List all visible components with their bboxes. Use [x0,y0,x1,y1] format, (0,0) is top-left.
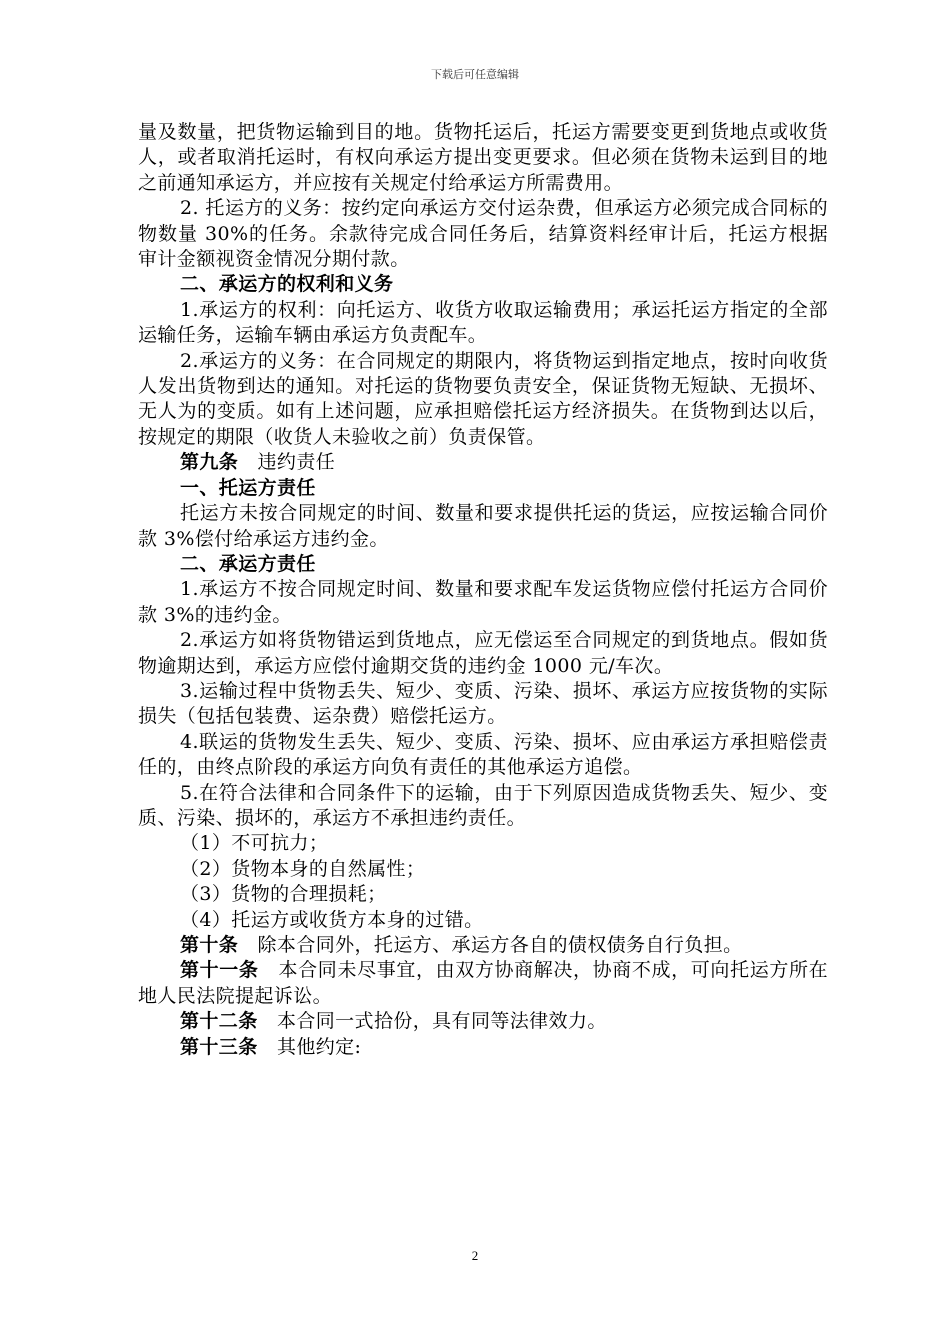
list-item: （2）货物本身的自然属性； [180,857,426,880]
article-label: 第九条 [180,451,239,474]
article-label: 第十一条 [180,959,259,982]
article-paragraph [138,1009,828,1034]
document-body [138,120,828,1060]
article-text: 违约责任 [257,451,336,474]
section-heading: 二、承运方责任 [180,552,316,575]
article-label: 第十二条 [180,1010,258,1033]
list-item: （1）不可抗力； [180,832,329,855]
paragraph: 2. 托运方的义务：按约定向承运方交付运杂费，但承运方必须完成合同标的物数量 30%的任务。余款待完成合同任务后，结算资料经审计后，托运方根据审计金额视资金情况分期付款。 [138,197,828,271]
section-heading: 一、托运方责任 [180,476,316,499]
list-item: （4）托运方或收货方本身的过错。 [180,908,484,931]
paragraph: 2.承运方的义务：在合同规定的期限内，将货物运到指定地点，按时向收货人发出货物到达的通知。对托运的货物要负责安全，保证货物无短缺、无损坏、无人为的变质。如有上述问题，应承担赔偿托运方经济损失。在货物到达以后，按规定的期限（收货人未验收之前）负责保管。 [138,349,828,448]
section-heading: 二、承运方的权利和义务 [180,273,394,296]
article-text: 其他约定: [276,1035,362,1058]
list-item: （3）货物的合理损耗； [180,883,387,906]
paragraph: 5.在符合法律和合同条件下的运输，由于下列原因造成货物丢失、短少、变质、污染、损坏的，承运方不承担违约责任。 [138,781,828,829]
article-label: 第十三条 [180,1035,258,1058]
page-number: 2 [471,1248,479,1263]
article-text: 除本合同外，托运方、承运方各自的债权债务自行负担。 [257,934,743,956]
article-paragraph [138,958,828,1009]
paragraph: 1.承运方的权利：向托运方、收货方收取运输费用；承运托运方指定的全部运输任务，运输车辆由承运方负责配车。 [138,298,828,347]
page-header: 下载后可任意编辑 [431,68,519,81]
article-text: 本合同未尽事宜，由双方协商解决，协商不成，可向托运方所在地人民法院提起诉讼。 [138,959,828,1007]
article-paragraph [138,450,828,475]
paragraph: 2.承运方如将货物错运到货地点，应无偿运至合同规定的到货地点。假如货物逾期达到，承运方应偿付逾期交货的违约金 1000 元/车次。 [138,629,828,677]
article-label: 第十条 [180,934,239,956]
paragraph: 托运方未按合同规定的时间、数量和要求提供托运的货运，应按运输合同价款 3%偿付给承运方违约金。 [138,502,828,550]
paragraph: 量及数量，把货物运输到目的地。货物托运后，托运方需要变更到货地点或收货人，或者取消托运时，有权向承运方提出变更要求。但必须在货物未运到目的地之前通知承运方，并应按有关规定付给承运方所需费用。 [138,121,828,194]
article-paragraph [138,1035,828,1060]
paragraph: 4.联运的货物发生丢失、短少、变质、污染、损坏、应由承运方承担赔偿责任的，由终点阶段的承运方向负有责任的其他承运方追偿。 [138,730,828,779]
paragraph: 3.运输过程中货物丢失、短少、变质、污染、损坏、承运方应按货物的实际损失（包括包装费、运杂费）赔偿托运方。 [138,679,828,728]
paragraph: 1.承运方不按合同规定时间、数量和要求配车发运货物应偿付托运方合同价款 3%的违约金。 [138,578,828,626]
article-paragraph [138,933,828,958]
article-text: 本合同一式拾份，具有同等法律效力。 [276,1010,607,1033]
